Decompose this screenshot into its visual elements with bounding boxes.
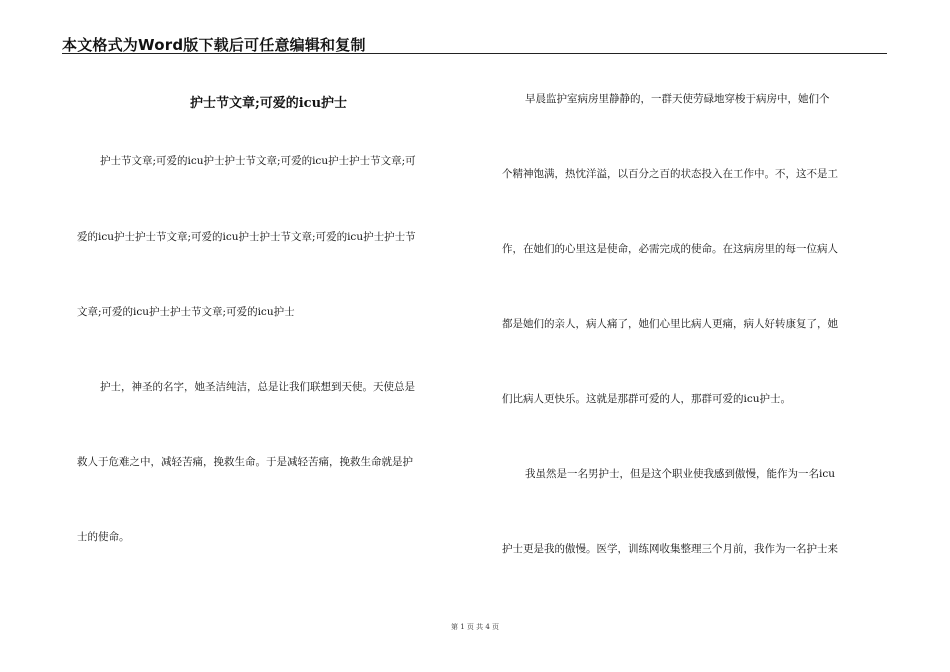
text-line: 个精神饱满，热忱洋溢，以百分之百的状态投入在工作中。不，这不是工 (502, 168, 838, 180)
text-line: 救人于危难之中，减轻苦痛，挽救生命。于是减轻苦痛，挽救生命就是护 (77, 456, 413, 468)
text-line: 们比病人更快乐。这就是那群可爱的人，那群可爱的icu护士。 (502, 393, 792, 405)
text-line: 我虽然是一名男护士，但是这个职业使我感到傲慢，能作为一名icu (525, 468, 835, 480)
text-line: 爱的icu护士护士节文章;可爱的icu护士护士节文章;可爱的icu护士护士节 (77, 231, 416, 243)
header-divider (62, 53, 887, 54)
text-line: 护士，神圣的名字，她圣洁纯洁，总是让我们联想到天使。天使总是 (100, 381, 415, 393)
text-line: 文章;可爱的icu护士护士节文章;可爱的icu护士 (77, 306, 295, 318)
document-title: 护士节文章;可爱的icu护士 (189, 96, 348, 111)
text-line: 士的使命。 (77, 531, 130, 543)
text-line: 护士更是我的傲慢。医学，训练网收集整理三个月前，我作为一名护士来 (502, 543, 838, 555)
document-header-title: 本文格式为Word版下载后可任意编辑和复制 (62, 36, 366, 54)
text-line: 护士节文章;可爱的icu护士护士节文章;可爱的icu护士护士节文章;可 (100, 155, 416, 167)
page-number-footer: 第 1 页 共 4 页 (450, 623, 500, 631)
text-line: 早晨监护室病房里静静的，一群天使劳碌地穿梭于病房中，她们个 (525, 93, 830, 105)
text-line: 作，在她们的心里这是使命，必需完成的使命。在这病房里的每一位病人 (502, 243, 838, 255)
text-line: 都是她们的亲人，病人痛了，她们心里比病人更痛，病人好转康复了，她 (502, 318, 838, 330)
